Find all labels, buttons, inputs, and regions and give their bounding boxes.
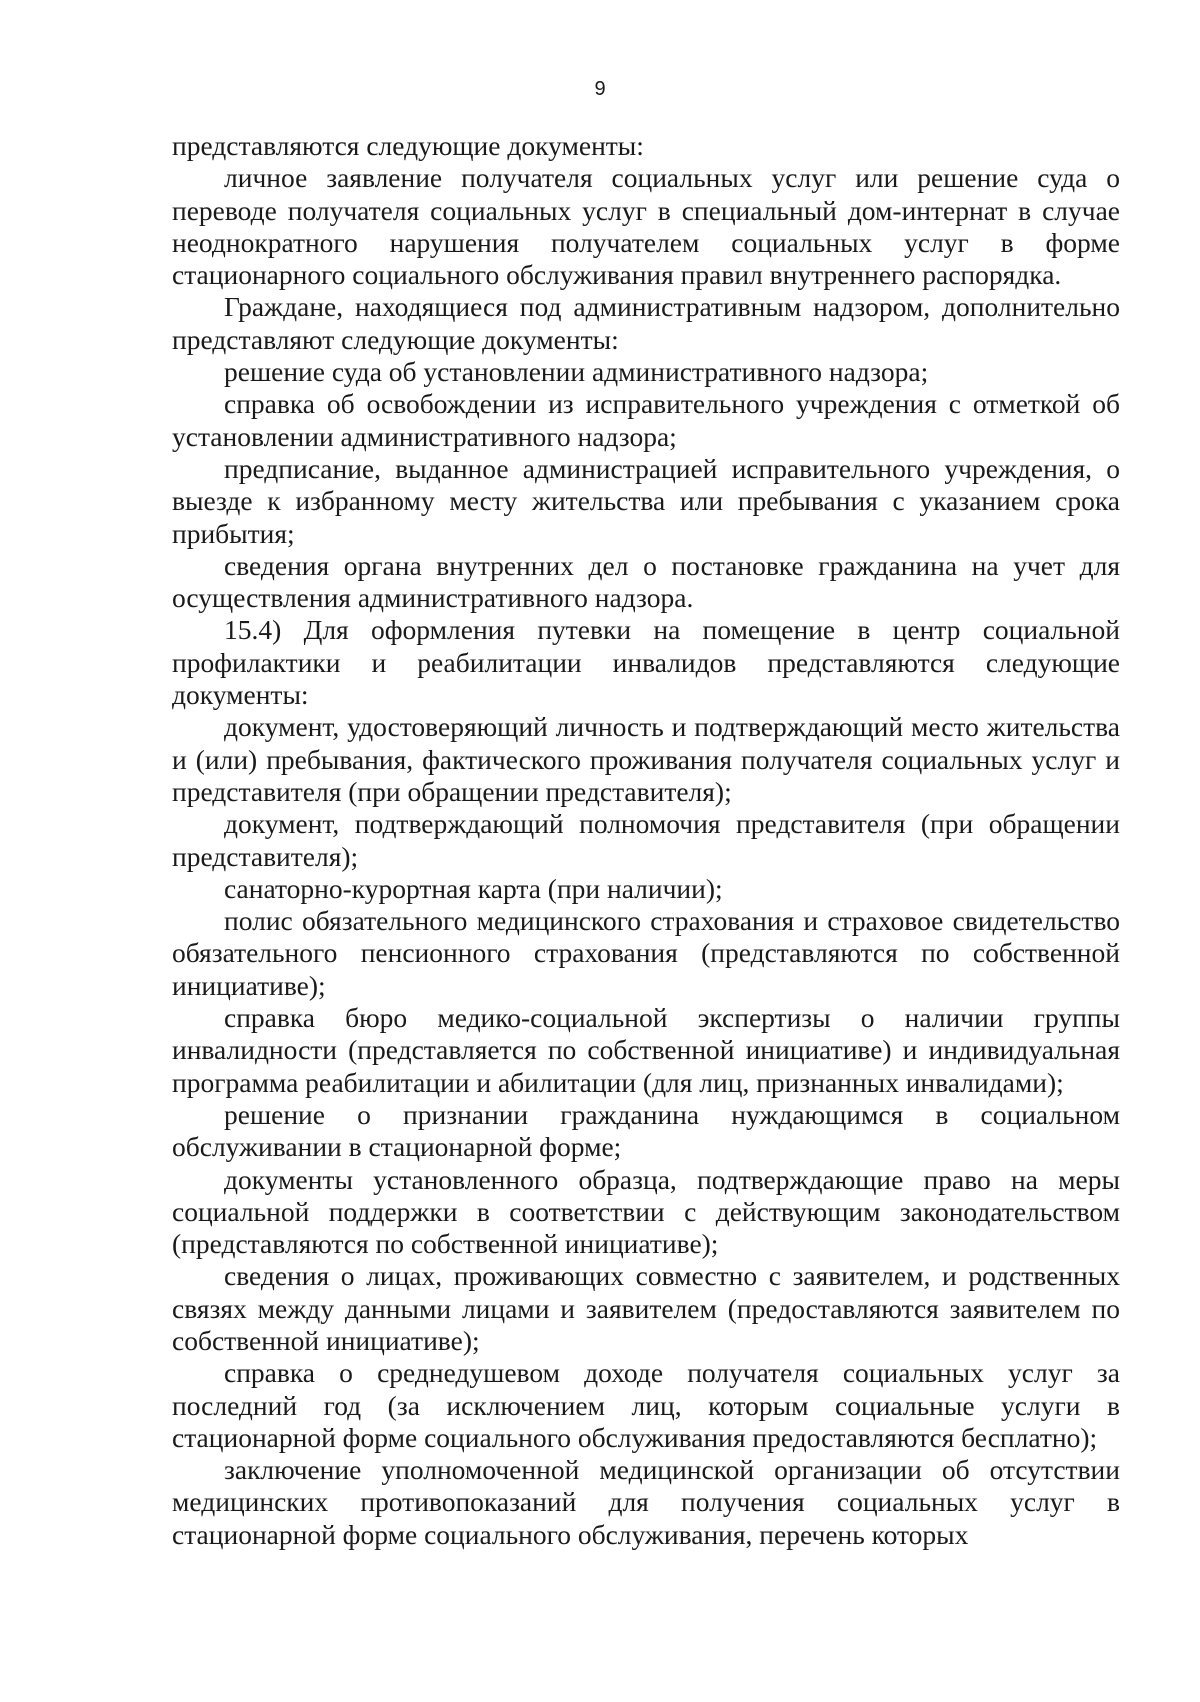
paragraph: решение суда об установлении административного надзора; (224, 356, 929, 388)
paragraph: личное заявление получателя социальных услуг или решение суда о переводе получателя социальных услуг в специальный дом-интернат в случае неоднократного нарушения получателем социальных услуг в форме стационарного социального обслуживания правил внутреннего распорядка. (172, 162, 1120, 291)
paragraph: документ, удостоверяющий личность и подтверждающий место жительства и (или) пребывания, фактического проживания получателя социальных услуг и представителя (при обращении представителя); (172, 711, 1120, 807)
paragraph: представляются следующие документы: (172, 130, 644, 161)
paragraph: Граждане, находящиеся под административным надзором, дополнительно представляют следующие документы: (172, 291, 1120, 355)
paragraph: решение о признании гражданина нуждающимся в социальном обслуживании в стационарной форме; (172, 1098, 1120, 1163)
paragraph: справка об освобождении из исправительного учреждения с отметкой об установлении административного надзора; (172, 388, 1120, 452)
paragraph: справка бюро медико-социальной экспертизы о наличии группы инвалидности (представляется по собственной инициативе) и индивидуальная программа реабилитации и абилитации (для лиц, признанных инвалидами); (172, 1002, 1120, 1098)
paragraph: сведения о лицах, проживающих совместно с заявителем, и родственных связях между данными лицами и заявителем (предоставляются заявителем по собственной инициативе); (172, 1260, 1120, 1356)
paragraph: предписание, выданное администрацией исправительного учреждения, о выезде к избранному месту жительства или пребывания с указанием срока прибытия; (172, 452, 1120, 549)
paragraph: сведения органа внутренних дел о постановке гражданина на учет для осуществления административного надзора. (172, 549, 1120, 614)
paragraph: документы установленного образца, подтверждающие право на меры социальной поддержки в соответствии с действующим законодательством (представляются по собственной инициативе); (172, 1163, 1120, 1260)
paragraph: справка о среднедушевом доходе получателя социальных услуг за последний год (за исключением лиц, которым социальные услуги в стационарной форме социального обслуживания предоставляются бесплатно); (172, 1357, 1120, 1453)
paragraph: документ, подтверждающий полномочия представителя (при обращении представителя); (172, 808, 1120, 872)
paragraph: 15.4) Для оформления путевки на помещение в центр социальной профилактики и реабилитации инвалидов представляются следующие документы: (172, 614, 1120, 711)
paragraph: полис обязательного медицинского страхования и страховое свидетельство обязательного пенсионного страхования (представляются по собственной инициативе); (172, 905, 1120, 1001)
paragraph: заключение уполномоченной медицинской организации об отсутствии медицинских противопоказаний для получения социальных услуг в стационарной форме социального обслуживания, перечень которых (172, 1454, 1120, 1550)
paragraph: санаторно-курортная карта (при наличии); (224, 872, 723, 904)
page-number: 9 (594, 78, 606, 100)
document-body (172, 130, 1120, 1551)
